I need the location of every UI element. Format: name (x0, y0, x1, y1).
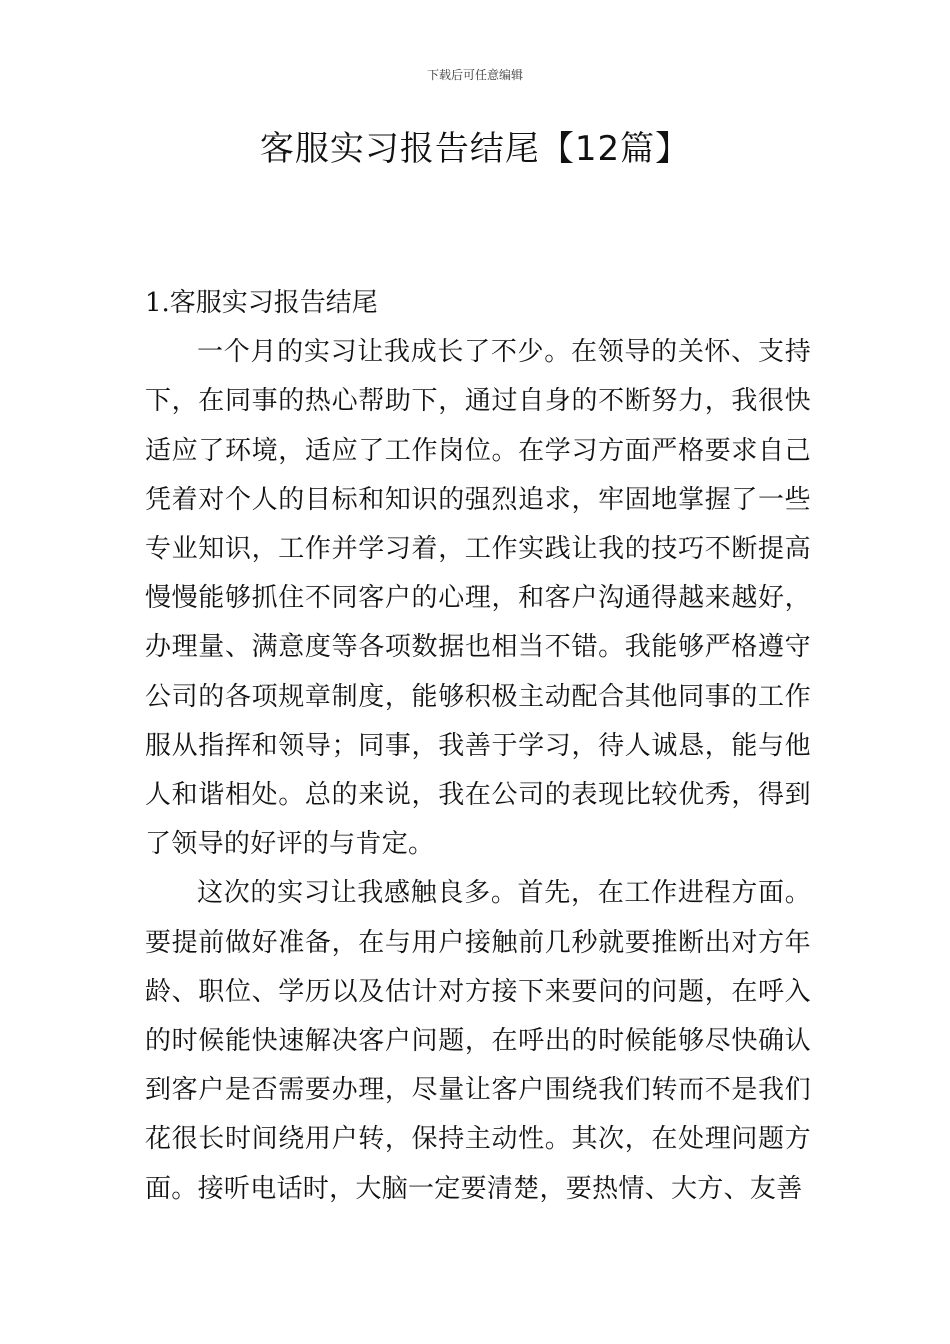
section-heading: 1.客服实习报告结尾 (145, 288, 378, 318)
paragraph: 一个月的实习让我成长了不少。在领导的关怀、支持下，在同事的热心帮助下，通过自身的不断努力，我很快适应了环境，适应了工作岗位。在学习方面严格要求自己凭着对个人的目标和知识的强烈追求，牢固地掌握了一些专业知识，工作并学习着，工作实践让我的技巧不断提高慢慢能够抓住不同客户的心理，和客户沟通得越来越好，办理量、满意度等各项数据也相当不错。我能够严格遵守公司的各项规章制度，能够积极主动配合其他同事的工作服从指挥和领导；同事，我善于学习，待人诚恳，能与他人和谐相处。总的来说，我在公司的表现比较优秀，得到了领导的好评的与肯定。 (145, 337, 811, 860)
document-title: 客服实习报告结尾【12篇】 (259, 129, 691, 169)
paragraph: 这次的实习让我感触良多。首先，在工作进程方面。要提前做好准备，在与用户接触前几秒就要推断出对方年龄、职位、学历以及估计对方接下来要问的问题，在呼入的时候能快速解决客户问题，在呼出的时候能够尽快确认到客户是否需要办理，尽量让客户围绕我们转而不是我们花很长时间绕用户转，保持主动性。其次，在处理问题方面。接听电话时，大脑一定要清楚，要热情、大方、友善 (145, 878, 811, 1204)
header-note: 下载后可任意编辑 (426, 68, 523, 82)
document-body (145, 279, 811, 1214)
